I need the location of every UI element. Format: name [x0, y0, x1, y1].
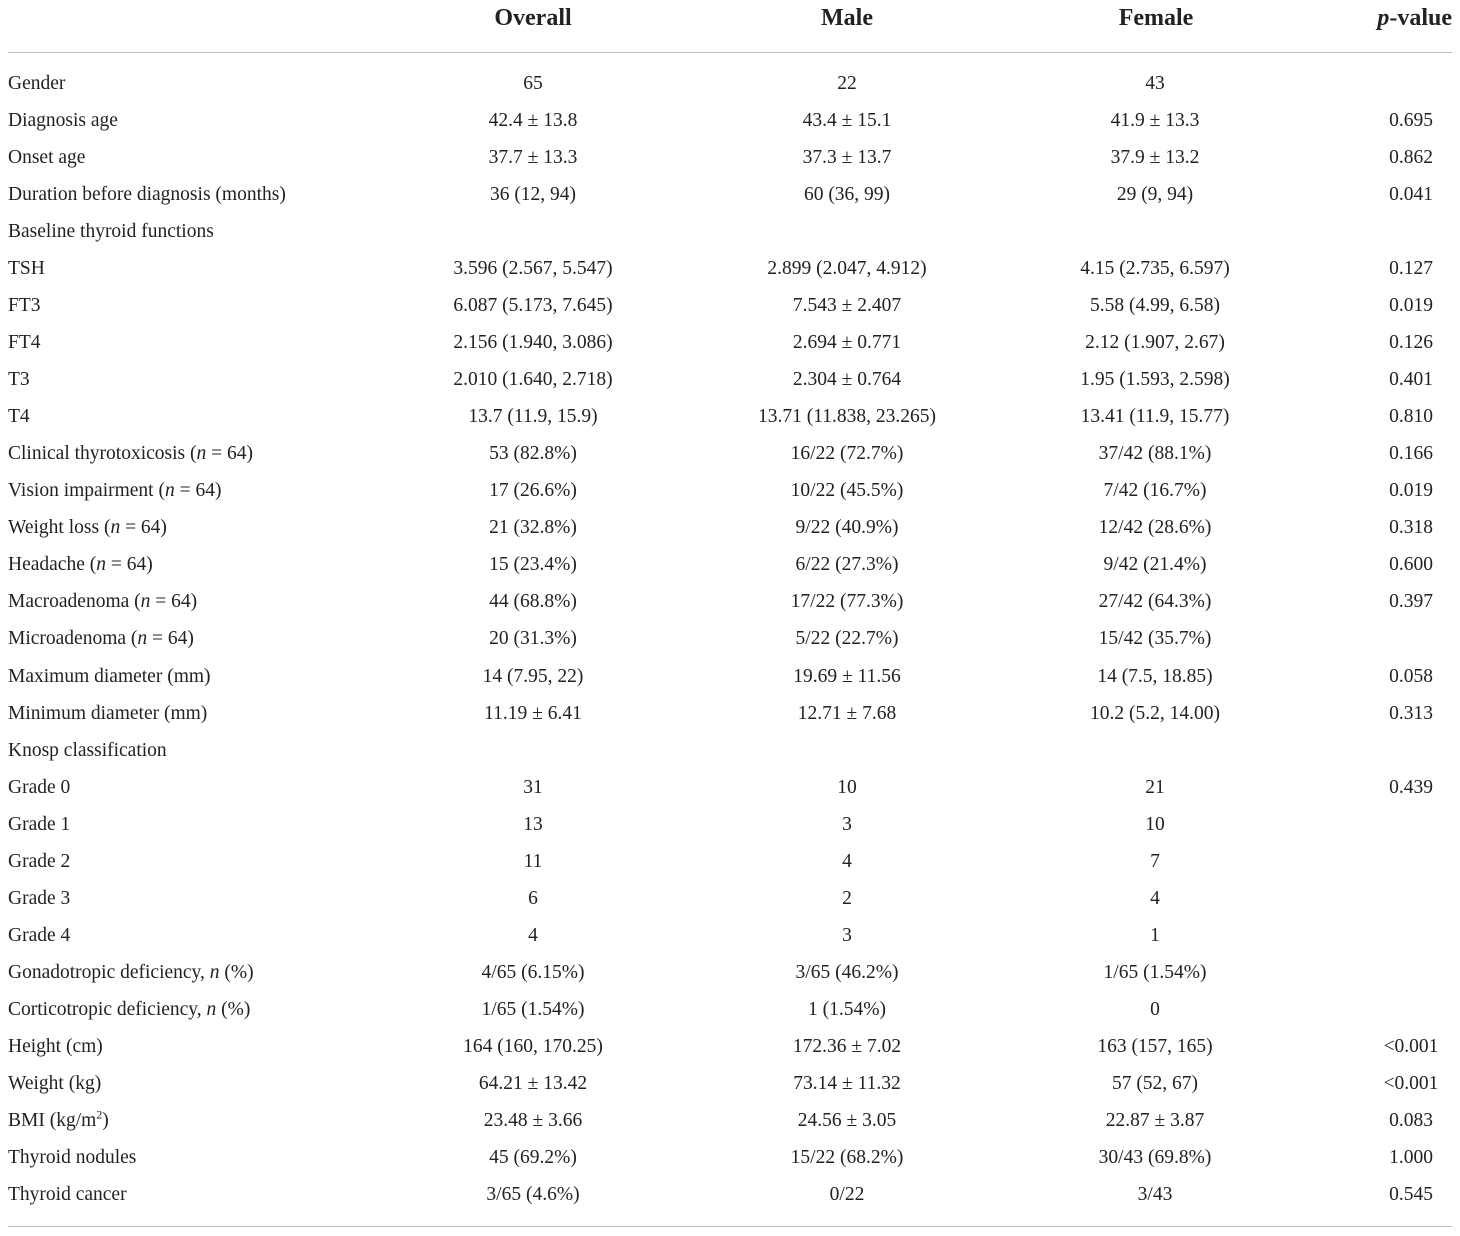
row-label	[8, 176, 286, 213]
italic-n: n	[196, 443, 207, 465]
row-label	[8, 732, 167, 769]
table-row	[0, 472, 1460, 509]
cell-overall: 64.21 ± 13.42	[478, 1072, 588, 1094]
row-label	[8, 213, 214, 250]
cell-male: 6/22 (27.3%)	[795, 554, 899, 576]
cell-female: 37/42 (88.1%)	[1098, 443, 1212, 465]
cell-female: 9/42 (21.4%)	[1103, 554, 1207, 576]
cell-overall: 44 (68.8%)	[489, 591, 577, 613]
cell-p-value: 0.083	[1389, 1109, 1433, 1131]
cell-male: 9/22 (40.9%)	[795, 517, 899, 539]
row-label-text: Height (cm)	[8, 1035, 103, 1057]
table-row	[0, 509, 1460, 546]
cell-female: 10.2 (5.2, 14.00)	[1090, 702, 1220, 724]
cell-male: 10/22 (45.5%)	[790, 480, 904, 502]
bottom-rule	[8, 1226, 1452, 1227]
cell-female: 12/42 (28.6%)	[1098, 517, 1212, 539]
cell-p-value: <0.001	[1383, 1035, 1439, 1057]
cell-overall: 6	[528, 887, 538, 909]
cell-overall: 37.7 ± 13.3	[488, 147, 578, 169]
cell-p-value: 0.019	[1389, 295, 1433, 317]
cell-overall: 13.7 (11.9, 15.9)	[468, 406, 598, 428]
cell-p-value: 0.695	[1389, 110, 1433, 132]
row-label-text: Thyroid cancer	[8, 1183, 127, 1205]
row-label	[8, 880, 70, 917]
cell-overall: 42.4 ± 13.8	[488, 110, 578, 132]
row-label	[8, 843, 70, 880]
table-row	[0, 1065, 1460, 1102]
cell-male: 24.56 ± 3.05	[797, 1109, 897, 1131]
row-label	[8, 658, 211, 695]
cell-female: 22.87 ± 3.87	[1105, 1109, 1205, 1131]
row-label-text: Weight (kg)	[8, 1072, 102, 1094]
table-row	[0, 991, 1460, 1028]
cell-overall: 164 (160, 170.25)	[463, 1035, 603, 1057]
cell-female: 7/42 (16.7%)	[1103, 480, 1207, 502]
row-label-text: T4	[8, 406, 30, 428]
cell-overall: 3.596 (2.567, 5.547)	[453, 258, 613, 280]
row-label	[8, 435, 253, 472]
row-label-text: Maximum diameter (mm)	[8, 665, 211, 687]
cell-female: 3/43	[1137, 1183, 1173, 1205]
row-label-superscript: 2	[96, 1107, 103, 1122]
cell-male: 43.4 ± 15.1	[802, 110, 892, 132]
cell-p-value: 0.810	[1389, 406, 1433, 428]
row-label	[8, 65, 65, 102]
cell-p-value: 1.000	[1389, 1146, 1433, 1168]
table-row	[0, 1139, 1460, 1176]
cell-male: 0/22	[829, 1183, 865, 1205]
row-label-text: Duration before diagnosis (months)	[8, 184, 286, 206]
table-row	[0, 880, 1460, 917]
cell-male: 2.304 ± 0.764	[792, 369, 902, 391]
table-row	[0, 250, 1460, 287]
header-p-suffix: -value	[1389, 5, 1452, 31]
row-label-text: Diagnosis age	[8, 110, 118, 132]
cell-male: 4	[842, 850, 852, 872]
cell-overall: 13	[523, 813, 543, 835]
cell-male: 7.543 ± 2.407	[792, 295, 902, 317]
row-label-text: Grade 3	[8, 887, 71, 909]
cell-male: 19.69 ± 11.56	[793, 665, 901, 687]
cell-overall: 31	[523, 776, 543, 798]
row-label	[8, 769, 70, 806]
cell-overall: 65	[523, 73, 543, 94]
italic-n: n	[164, 480, 175, 502]
row-label-text: BMI (kg/m	[8, 1109, 97, 1131]
cell-overall: 23.48 ± 3.66	[483, 1109, 583, 1131]
table-row	[0, 583, 1460, 620]
row-label-count: , n (%)	[196, 998, 251, 1020]
cell-male: 15/22 (68.2%)	[790, 1146, 904, 1168]
row-label-text: Vision impairment	[8, 480, 154, 502]
cell-female: 1.95 (1.593, 2.598)	[1080, 369, 1230, 391]
italic-n: n	[137, 628, 148, 650]
cell-p-value: 0.862	[1389, 147, 1433, 169]
cell-male: 17/22 (77.3%)	[790, 591, 904, 613]
cell-p-value: 0.019	[1389, 480, 1433, 502]
cell-female: 21	[1145, 776, 1165, 798]
cell-p-value: 0.397	[1389, 591, 1433, 613]
cell-male: 3	[842, 813, 852, 835]
row-label	[8, 1176, 127, 1213]
table-row	[0, 139, 1460, 176]
row-label	[8, 472, 221, 509]
cell-overall: 6.087 (5.173, 7.645)	[453, 295, 613, 317]
cell-male: 22	[837, 73, 857, 94]
cell-female: 4.15 (2.735, 6.597)	[1080, 258, 1230, 280]
cell-overall: 1/65 (1.54%)	[481, 998, 585, 1020]
cell-p-value: 0.058	[1389, 665, 1433, 687]
cell-p-value: 0.318	[1389, 517, 1433, 539]
cell-male: 3	[842, 924, 852, 946]
cell-female: 5.58 (4.99, 6.58)	[1090, 295, 1220, 317]
cell-overall: 3/65 (4.6%)	[486, 1183, 580, 1205]
row-label	[8, 1065, 101, 1102]
cell-male: 2.694 ± 0.771	[792, 332, 902, 354]
table-row	[0, 843, 1460, 880]
header-overall: Overall	[494, 5, 572, 31]
cell-female: 29 (9, 94)	[1116, 184, 1194, 206]
cell-p-value: 0.313	[1389, 702, 1433, 724]
row-label-count: (n = 64)	[84, 554, 153, 576]
table-row	[0, 769, 1460, 806]
cell-female: 10	[1145, 813, 1165, 835]
cell-overall: 45 (69.2%)	[489, 1146, 577, 1168]
cell-female: 27/42 (64.3%)	[1098, 591, 1212, 613]
row-label	[8, 991, 250, 1028]
cell-male: 73.14 ± 11.32	[793, 1072, 901, 1094]
row-label	[8, 398, 30, 435]
cell-female: 14 (7.5, 18.85)	[1097, 665, 1213, 687]
row-label-text: Grade 2	[8, 850, 71, 872]
row-label-text: FT4	[8, 332, 41, 354]
row-label	[8, 1102, 109, 1139]
table-row	[0, 806, 1460, 843]
cell-male: 1 (1.54%)	[808, 998, 886, 1020]
table-header	[0, 0, 1460, 40]
italic-n: n	[206, 998, 217, 1020]
header-female: Female	[1118, 5, 1194, 31]
cell-overall: 17 (26.6%)	[489, 480, 577, 502]
cell-overall: 15 (23.4%)	[489, 554, 577, 576]
row-label	[8, 546, 153, 583]
cell-overall: 4/65 (6.15%)	[481, 961, 585, 983]
cell-female: 30/43 (69.8%)	[1098, 1146, 1212, 1168]
cell-female: 7	[1150, 850, 1160, 872]
cell-male: 5/22 (22.7%)	[795, 628, 899, 650]
row-label	[8, 917, 70, 954]
row-label-count: (n = 64)	[185, 443, 253, 465]
cell-p-value: 0.166	[1389, 443, 1433, 465]
cell-p-value: 0.545	[1389, 1183, 1433, 1205]
row-label-count: (n = 64)	[153, 480, 222, 502]
row-label	[8, 1139, 136, 1176]
row-label	[8, 806, 70, 843]
cell-male: 16/22 (72.7%)	[790, 443, 904, 465]
row-label-text: Macroadenoma	[8, 591, 130, 613]
cell-p-value: 0.401	[1389, 369, 1433, 391]
row-label	[8, 139, 85, 176]
cell-female: 15/42 (35.7%)	[1098, 628, 1212, 650]
cell-overall: 53 (82.8%)	[489, 443, 577, 465]
cell-overall: 14 (7.95, 22)	[482, 665, 584, 687]
row-label	[8, 1028, 103, 1065]
cell-overall: 2.010 (1.640, 2.718)	[453, 369, 613, 391]
row-label-text: FT3	[8, 295, 41, 317]
cell-female: 1	[1150, 924, 1160, 946]
row-label	[8, 324, 41, 361]
cell-male: 37.3 ± 13.7	[802, 147, 892, 169]
cell-male: 3/65 (46.2%)	[795, 961, 899, 983]
cell-male: 2	[842, 887, 852, 909]
table-row	[0, 102, 1460, 139]
italic-n: n	[96, 554, 106, 576]
row-label	[8, 509, 167, 546]
row-label-text: Gender	[8, 73, 66, 94]
table-row	[0, 213, 1460, 250]
row-label-text: T3	[8, 369, 30, 391]
cell-female: 4	[1150, 887, 1160, 909]
cell-overall: 2.156 (1.940, 3.086)	[453, 332, 613, 354]
table-row	[0, 176, 1460, 213]
row-label-count: (n = 64)	[99, 517, 167, 539]
cell-overall: 20 (31.3%)	[489, 628, 577, 650]
cell-male: 2.899 (2.047, 4.912)	[767, 258, 927, 280]
row-label-text: Microadenoma	[8, 628, 127, 650]
table-body	[0, 65, 1460, 1213]
table-row	[0, 65, 1460, 102]
cell-female: 57 (52, 67)	[1111, 1072, 1199, 1094]
table-row	[0, 917, 1460, 954]
italic-n: n	[209, 961, 220, 983]
cell-p-value: 0.041	[1389, 184, 1433, 206]
table-row	[0, 546, 1460, 583]
cell-male: 60 (36, 99)	[803, 184, 891, 206]
table-row	[0, 954, 1460, 991]
row-label-text: TSH	[8, 258, 45, 280]
cell-female: 37.9 ± 13.2	[1110, 147, 1200, 169]
row-label-count: , n (%)	[200, 961, 254, 983]
cell-p-value: <0.001	[1383, 1072, 1439, 1094]
cell-female: 13.41 (11.9, 15.77)	[1080, 406, 1230, 428]
cell-female: 41.9 ± 13.3	[1110, 110, 1200, 132]
italic-n: n	[140, 591, 151, 613]
row-label-text: Clinical thyrotoxicosis	[8, 443, 186, 465]
row-label-text: Grade 4	[8, 924, 71, 946]
table-row	[0, 361, 1460, 398]
row-label-count: (n = 64)	[126, 628, 194, 650]
row-label-text: Weight loss	[8, 517, 100, 539]
row-label-text: Grade 1	[8, 813, 71, 835]
cell-overall: 11	[523, 850, 543, 872]
italic-n: n	[110, 517, 121, 539]
table-row	[0, 1102, 1460, 1139]
cell-overall: 36 (12, 94)	[489, 184, 577, 206]
cell-female: 2.12 (1.907, 2.67)	[1085, 332, 1225, 354]
header-male: Male	[821, 5, 873, 31]
cell-p-value: 0.126	[1389, 332, 1433, 354]
row-label	[8, 954, 254, 991]
cell-p-value: 0.600	[1389, 554, 1433, 576]
table-row	[0, 398, 1460, 435]
cell-overall: 21 (32.8%)	[489, 517, 577, 539]
cell-p-value: 0.127	[1389, 258, 1433, 280]
cell-female: 43	[1145, 73, 1165, 94]
row-label-text: Grade 0	[8, 776, 71, 798]
cell-female: 163 (157, 165)	[1097, 1035, 1213, 1057]
table-row	[0, 658, 1460, 695]
row-label	[8, 620, 194, 657]
cell-male: 12.71 ± 7.68	[797, 702, 897, 724]
row-label-text: Thyroid nodules	[8, 1146, 137, 1168]
table-row	[0, 435, 1460, 472]
cell-female: 1/65 (1.54%)	[1103, 961, 1207, 983]
row-label	[8, 287, 41, 324]
row-label-count: (n = 64)	[129, 591, 198, 613]
header-p-value	[1377, 2, 1452, 34]
cell-male: 10	[837, 776, 857, 798]
row-label-end: )	[102, 1109, 109, 1131]
row-label	[8, 695, 207, 732]
cell-overall: 11.19 ± 6.41	[484, 702, 582, 724]
row-label-text: Knosp classification	[8, 739, 167, 761]
row-label-text: Corticotropic deficiency	[8, 998, 197, 1020]
row-label	[8, 250, 45, 287]
table-row	[0, 287, 1460, 324]
header-rule	[8, 52, 1452, 53]
table-row	[0, 324, 1460, 361]
table-row	[0, 1028, 1460, 1065]
table-row	[0, 1176, 1460, 1213]
row-label	[8, 583, 197, 620]
row-label	[8, 102, 118, 139]
cell-female: 0	[1150, 998, 1160, 1020]
table-row	[0, 620, 1460, 657]
header-p-italic: p	[1377, 5, 1390, 31]
row-label-text: Baseline thyroid functions	[8, 221, 214, 243]
cell-male: 13.71 (11.838, 23.265)	[757, 406, 937, 428]
row-label-text: Onset age	[8, 147, 86, 169]
cell-overall: 4	[528, 924, 538, 946]
row-label-text: Headache	[8, 554, 85, 576]
table-row	[0, 695, 1460, 732]
cell-p-value: 0.439	[1389, 776, 1433, 798]
table-row	[0, 732, 1460, 769]
row-label-text: Gonadotropic deficiency	[8, 961, 201, 983]
row-label-text: Minimum diameter (mm)	[8, 702, 208, 724]
row-label	[8, 361, 30, 398]
cell-male: 172.36 ± 7.02	[792, 1035, 902, 1057]
